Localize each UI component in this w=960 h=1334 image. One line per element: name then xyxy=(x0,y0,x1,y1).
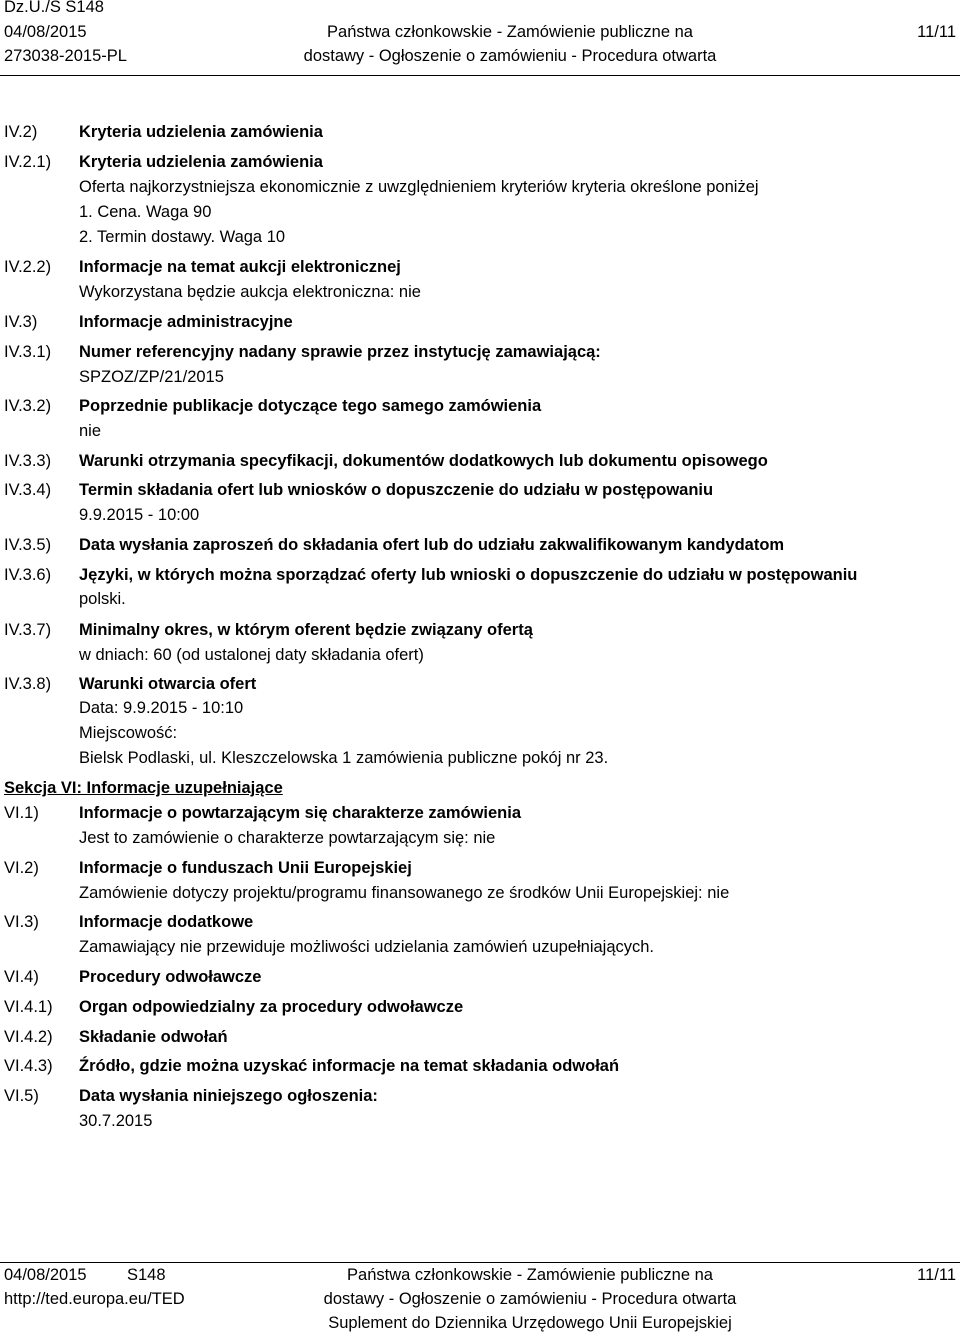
section-number: VI.1) xyxy=(4,804,39,822)
section-heading: Warunki otrzymania specyfikacji, dokumentów dodatkowych lub dokumentu opisowego xyxy=(79,452,768,470)
section-text: Bielsk Podlaski, ul. Kleszczelowska 1 zamówienia publiczne pokój nr 23. xyxy=(79,749,609,767)
section-number: IV.3.8) xyxy=(4,675,52,693)
section-heading: Kryteria udzielenia zamówienia xyxy=(79,153,323,171)
section-heading: Źródło, gdzie można uzyskać informacje na temat składania odwołań xyxy=(79,1057,620,1075)
section-heading: Termin składania ofert lub wniosków o dopuszczenie do udziału w postępowaniu xyxy=(79,481,714,499)
section-number: VI.4) xyxy=(4,968,39,986)
section-text: 9.9.2015 - 10:00 xyxy=(79,506,200,524)
section-number: VI.4.3) xyxy=(4,1057,53,1075)
section-text: Zamówienie dotyczy projektu/programu finansowanego ze środków Unii Europejskiej: nie xyxy=(79,884,730,902)
footer-title-line2: dostawy - Ogłoszenie o zamówieniu - Procedura otwarta xyxy=(323,1290,737,1308)
header-ref: 273038-2015-PL xyxy=(4,47,127,65)
section-number: VI.4.1) xyxy=(4,998,53,1016)
section-number: IV.3.6) xyxy=(4,566,52,584)
section-vi-title-text: Sekcja VI: Informacje uzupełniające xyxy=(4,779,283,797)
section-number: IV.3) xyxy=(4,313,38,331)
section-heading: Procedury odwoławcze xyxy=(79,968,262,986)
header-rule xyxy=(0,75,960,76)
section-heading: Języki, w których można sporządzać oferty lub wnioski o dopuszczenie do udziału w postępowaniu xyxy=(79,566,858,584)
section-heading: Minimalny okres, w którym oferent będzie związany ofertą xyxy=(79,621,533,639)
section-number: IV.3.1) xyxy=(4,343,52,361)
header-title-line2: dostawy - Ogłoszenie o zamówieniu - Procedura otwarta xyxy=(303,47,717,65)
footer-title-line1: Państwa członkowskie - Zamówienie publiczne na xyxy=(347,1266,713,1284)
footer-page-number: 11/11 xyxy=(917,1266,956,1284)
section-number: IV.2.1) xyxy=(4,153,52,171)
section-heading: Poprzednie publikacje dotyczące tego samego zamówienia xyxy=(79,397,542,415)
section-number: IV.3.2) xyxy=(4,397,52,415)
section-number: VI.3) xyxy=(4,913,39,931)
section-number: IV.3.7) xyxy=(4,621,52,639)
footer-journal: S148 xyxy=(127,1266,166,1284)
section-text: Jest to zamówienie o charakterze powtarzającym się: nie xyxy=(79,829,496,847)
section-number: IV.3.3) xyxy=(4,452,52,470)
section-heading: Warunki otwarcia ofert xyxy=(79,675,257,693)
section-heading: Organ odpowiedzialny za procedury odwoławcze xyxy=(79,998,464,1016)
section-text: w dniach: 60 (od ustalonej daty składania ofert) xyxy=(79,646,424,664)
footer-date: 04/08/2015 xyxy=(4,1266,87,1284)
section-number: IV.2) xyxy=(4,123,38,141)
section-heading: Informacje o funduszach Unii Europejskiej xyxy=(79,859,412,877)
header-journal: Dz.U./S S148 xyxy=(4,0,104,16)
section-heading: Informacje dodatkowe xyxy=(79,913,254,931)
section-heading: Składanie odwołań xyxy=(79,1028,228,1046)
section-text: Wykorzystana będzie aukcja elektroniczna: nie xyxy=(79,283,421,301)
section-text: Miejscowość: xyxy=(79,724,178,742)
section-vi-title xyxy=(4,778,283,798)
header-page-number: 11/11 xyxy=(917,23,956,41)
footer-rule xyxy=(0,1262,960,1263)
section-heading: Data wysłania zaproszeń do składania ofert lub do udziału zakwalifikowanym kandydatom xyxy=(79,536,785,554)
section-heading: Kryteria udzielenia zamówienia xyxy=(79,123,323,141)
footer-title-line3: Suplement do Dziennika Urzędowego Unii Europejskiej xyxy=(328,1314,732,1332)
section-heading: Informacje administracyjne xyxy=(79,313,293,331)
header-date: 04/08/2015 xyxy=(4,23,87,41)
section-number: VI.5) xyxy=(4,1087,39,1105)
section-text: 30.7.2015 xyxy=(79,1112,153,1130)
section-heading: Informacje o powtarzającym się charakterze zamówienia xyxy=(79,804,522,822)
section-text: Zamawiający nie przewiduje możliwości udzielania zamówień uzupełniających. xyxy=(79,938,655,956)
section-number: IV.3.4) xyxy=(4,481,52,499)
section-text: Oferta najkorzystniejsza ekonomicznie z uwzględnieniem kryteriów kryteria określone poniżej xyxy=(79,178,759,196)
section-number: IV.2.2) xyxy=(4,258,52,276)
section-text: SPZOZ/ZP/21/2015 xyxy=(79,368,224,386)
section-text: polski. xyxy=(79,590,126,608)
section-text: 1. Cena. Waga 90 xyxy=(79,203,212,221)
section-number: IV.3.5) xyxy=(4,536,52,554)
section-number: VI.2) xyxy=(4,859,39,877)
section-heading: Data wysłania niniejszego ogłoszenia: xyxy=(79,1087,378,1105)
section-heading: Numer referencyjny nadany sprawie przez instytucję zamawiającą: xyxy=(79,343,601,361)
section-heading: Informacje na temat aukcji elektronicznej xyxy=(79,258,401,276)
footer-url[interactable]: http://ted.europa.eu/TED xyxy=(4,1290,185,1308)
section-number: VI.4.2) xyxy=(4,1028,53,1046)
section-text: Data: 9.9.2015 - 10:10 xyxy=(79,699,244,717)
section-text: 2. Termin dostawy. Waga 10 xyxy=(79,228,286,246)
header-title-line1: Państwa członkowskie - Zamówienie publiczne na xyxy=(327,23,693,41)
section-text: nie xyxy=(79,422,102,440)
